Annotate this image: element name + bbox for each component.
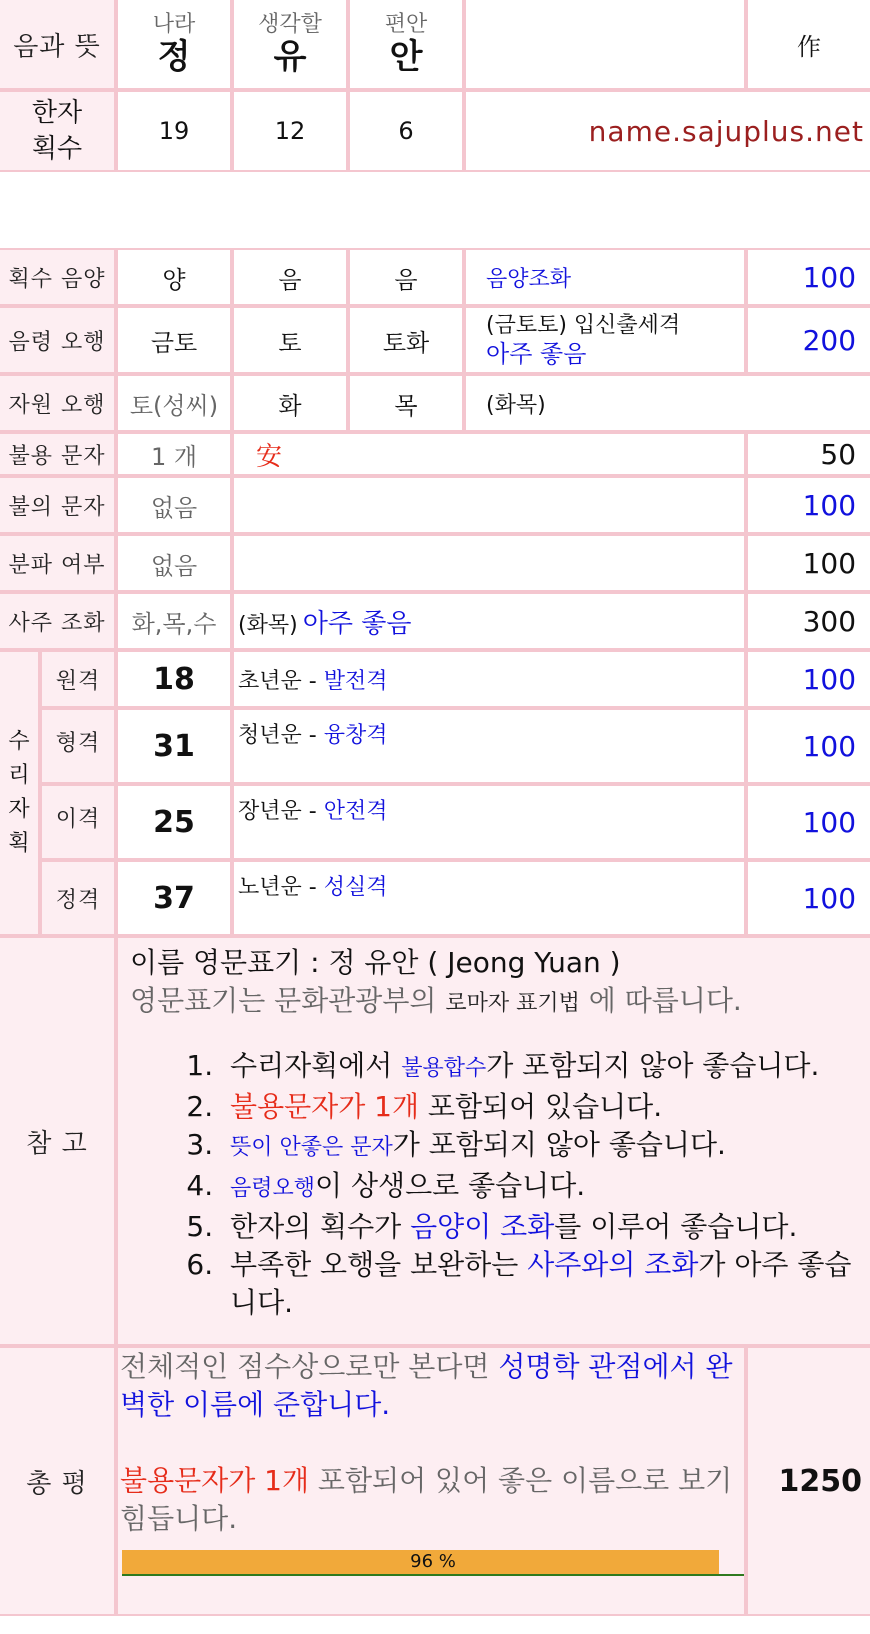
suri-fortune-3: 안전격 (323, 799, 388, 824)
suri-name-4: 정격 (40, 860, 116, 936)
stroke-label: 한자 획수 (0, 90, 116, 172)
saju-score: 300 (746, 592, 870, 650)
bunpa-empty (232, 534, 746, 592)
saju-val: 화,목,수 (116, 592, 232, 650)
bunpa-val: 없음 (116, 534, 232, 592)
suri-desc-2 (232, 708, 746, 784)
ref-rule-c: 에 따릅니다. (579, 984, 742, 1017)
jawon-2: 화 (232, 374, 348, 432)
eumryeong-label: 음령 오행 (0, 306, 116, 374)
char-empty-cell (464, 0, 746, 90)
char-2 (232, 0, 348, 90)
ref-rule-a: 영문표기는 문화관광부의 (130, 984, 446, 1017)
yinyang-2: 음 (232, 248, 348, 306)
yinyang-3: 음 (348, 248, 464, 306)
yinyang-score: 100 (746, 248, 870, 306)
suri-score-2: 100 (746, 708, 870, 784)
eumryeong-desc (464, 306, 746, 374)
bulyong-score: 50 (746, 432, 870, 476)
ref-item-3 (222, 1126, 870, 1167)
suri-score-3: 100 (746, 784, 870, 860)
ref-item-1-b: 불용합수 (401, 1056, 487, 1081)
summary-label: 총 평 (0, 1346, 116, 1616)
ref-item-1-c: 가 포함되지 않아 좋습니다. (486, 1049, 820, 1082)
bunpa-score: 100 (746, 534, 870, 592)
jawon-3: 목 (348, 374, 464, 432)
ref-item-5 (222, 1208, 870, 1246)
ref-list (130, 1047, 870, 1322)
suri-desc-1 (232, 650, 746, 708)
ref-item-2-c: 포함되어 있습니다. (419, 1090, 663, 1123)
suri-score-1: 100 (746, 650, 870, 708)
eumryeong-2: 토 (232, 306, 348, 374)
score-progress-label: 96 % (410, 1551, 456, 1572)
bului-score: 100 (746, 476, 870, 534)
eumryeong-3: 토화 (348, 306, 464, 374)
char-3-sound: 안 (389, 37, 423, 77)
summary-line-1-a: 전체적인 점수상으로만 본다면 (120, 1350, 499, 1383)
char-2-sound: 유 (273, 37, 307, 77)
suri-name-1: 원격 (40, 650, 116, 708)
saju-desc-prefix: (화목) (238, 612, 298, 638)
ref-label: 참 고 (0, 936, 116, 1346)
suri-name-2: 형격 (40, 708, 116, 784)
stroke-3: 6 (348, 90, 464, 172)
yinyang-label: 획수 음양 (0, 248, 116, 306)
jawon-1: 토(성씨) (116, 374, 232, 432)
char-1 (116, 0, 232, 90)
ref-item-1 (222, 1047, 870, 1088)
stroke-2: 12 (232, 90, 348, 172)
bunpa-label: 분파 여부 (0, 534, 116, 592)
saju-label: 사주 조화 (0, 592, 116, 650)
char-1-sound: 정 (157, 37, 191, 77)
suri-fortune-1: 발전격 (323, 668, 388, 694)
char-3 (348, 0, 464, 90)
ref-item-1-a: 수리자획에서 (230, 1049, 402, 1082)
bului-val: 없음 (116, 476, 232, 534)
summary-line-2-b: 포함되어 있어 좋은 이름으로 보기 힘듭니다. (120, 1464, 733, 1535)
suri-period-3: 장년운 - (238, 799, 324, 824)
char-3-meaning: 편안 (384, 12, 428, 37)
ref-item-6-c: 가 아주 좋습니다. (230, 1248, 852, 1319)
suri-num-2: 31 (116, 708, 232, 784)
ref-item-2-b: 불용문자가 1개 (230, 1090, 420, 1123)
yinyang-1: 양 (116, 248, 232, 306)
summary-content (116, 1346, 746, 1616)
ref-item-4 (222, 1167, 870, 1208)
char-2-meaning: 생각할 (258, 12, 322, 37)
ref-item-5-a: 한자의 획수가 (230, 1210, 411, 1243)
ref-rule-b: 로마자 표기법 (445, 991, 580, 1016)
ref-english: 이름 영문표기 : 정 유안 ( Jeong Yuan ) (130, 946, 621, 979)
zuo-char: 作 (797, 32, 821, 61)
char-1-meaning: 나라 (152, 12, 196, 37)
bulyong-chars (232, 432, 746, 476)
suri-period-4: 노년운 - (238, 875, 324, 900)
suri-desc-3 (232, 784, 746, 860)
ref-item-3-c: 가 포함되지 않아 좋습니다. (392, 1128, 726, 1161)
site-cell (464, 90, 870, 172)
summary-line-2 (120, 1462, 744, 1538)
zuo-cell (746, 0, 870, 90)
ref-rule (130, 982, 870, 1023)
suri-period-1: 초년운 - (238, 668, 324, 694)
analysis-table (0, 248, 870, 1616)
ref-content (116, 936, 870, 1346)
saju-desc-cell (232, 592, 746, 650)
suri-num-1: 18 (116, 650, 232, 708)
summary-line-1-b: 성명학 관점에서 완벽한 이름에 준합니다. (120, 1350, 733, 1421)
stroke-1: 19 (116, 90, 232, 172)
suri-num-4: 37 (116, 860, 232, 936)
suri-desc-4 (232, 860, 746, 936)
suri-period-2: 청년운 - (238, 723, 324, 748)
total-score: 1250 (746, 1346, 870, 1616)
score-progress-bar (122, 1550, 744, 1576)
bulyong-count: 1 개 (116, 432, 232, 476)
suri-name-3: 이격 (40, 784, 116, 860)
saju-desc: 아주 좋음 (302, 608, 412, 639)
summary-line-1 (120, 1348, 744, 1424)
sound-meaning-label: 음과 뜻 (0, 0, 116, 90)
ref-item-2 (222, 1088, 870, 1126)
yinyang-desc: 음양조화 (464, 248, 746, 306)
ref-item-6-b: 사주와의 조화 (527, 1248, 699, 1281)
ref-item-6-a: 부족한 오행을 보완하는 (230, 1248, 528, 1281)
eumryeong-score: 200 (746, 306, 870, 374)
suri-fortune-2: 융창격 (323, 723, 388, 748)
jawon-desc: (화목) (464, 374, 870, 432)
ref-item-5-b: 음양이 조화 (410, 1210, 555, 1243)
ref-item-3-b: 뜻이 안좋은 문자 (230, 1135, 393, 1160)
bulyong-char: 安 (256, 441, 283, 472)
eumryeong-desc-1: (금토토) 입신출세격 (486, 313, 681, 338)
summary-line-2-a: 불용문자가 1개 (120, 1464, 310, 1497)
suri-score-4: 100 (746, 860, 870, 936)
suri-num-3: 25 (116, 784, 232, 860)
bului-empty (232, 476, 746, 534)
bului-label: 불의 문자 (0, 476, 116, 534)
suri-fortune-4: 성실격 (323, 875, 388, 900)
ref-item-4-c: 이 상생으로 좋습니다. (315, 1169, 586, 1202)
ref-item-4-b: 음령오행 (230, 1176, 316, 1201)
jawon-label: 자원 오행 (0, 374, 116, 432)
bulyong-label: 불용 문자 (0, 432, 116, 476)
suri-label: 수리자획 (8, 729, 30, 856)
ref-item-6 (222, 1246, 870, 1322)
site-link[interactable]: name.sajuplus.net (588, 114, 864, 148)
name-chars-table (0, 0, 870, 172)
ref-item-5-c: 를 이루어 좋습니다. (554, 1210, 798, 1243)
suri-label-cell (0, 650, 40, 936)
eumryeong-1: 금토 (116, 306, 232, 374)
eumryeong-desc-2: 아주 좋음 (486, 340, 587, 368)
